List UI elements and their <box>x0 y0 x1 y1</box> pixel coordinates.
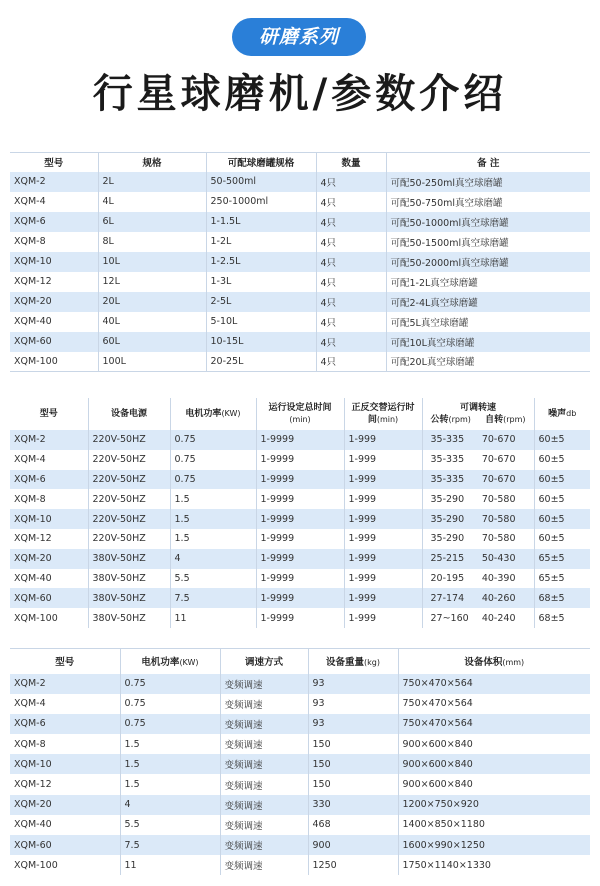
model-cell: XQM-40 <box>14 819 52 831</box>
table-row <box>10 754 590 774</box>
volume-cell: 1400×850×1180 <box>398 815 590 835</box>
weight-cell: 150 <box>308 774 398 794</box>
alt-time-cell: 1-999 <box>344 529 422 549</box>
col-header-revolution: 公转 <box>430 414 449 425</box>
volume-cell: 750×470×564 <box>398 714 590 734</box>
remark-cell: 可配50-1500ml真空球磨罐 <box>386 232 590 252</box>
col-header-motor-power-label: 电机功率 <box>141 657 180 669</box>
model-cell: XQM-4 <box>14 196 46 207</box>
weight-cell: 1250 <box>308 855 398 875</box>
weight-cell: 93 <box>308 674 398 694</box>
col-header-rotation-unit: (rpm) <box>503 414 526 424</box>
motor-power-cell: 0.75 <box>170 470 256 490</box>
rotation-value: 50-430 <box>481 553 516 565</box>
motor-power-cell: 1.5 <box>170 529 256 549</box>
noise-cell: 60±5 <box>534 489 590 509</box>
speed-cell <box>422 450 534 470</box>
col-header-run-time <box>256 398 344 430</box>
speed-mode-cell: 变频调速 <box>220 754 308 774</box>
col-header-spec: 规格 <box>98 153 206 172</box>
model-cell: XQM-40 <box>14 572 52 584</box>
quantity-cell: 4只 <box>316 232 386 252</box>
quantity-cell: 4只 <box>316 312 386 332</box>
motor-power-cell: 4 <box>120 795 220 815</box>
col-header-noise-unit: db <box>566 409 577 418</box>
model-cell: XQM-6 <box>14 216 46 227</box>
volume-cell: 750×470×564 <box>398 674 590 694</box>
rotation-value: 70-670 <box>481 473 516 485</box>
alt-time-cell: 1-999 <box>344 489 422 509</box>
remark-cell: 可配50-250ml真空球磨罐 <box>386 172 590 192</box>
run-time-cell: 1-9999 <box>256 430 344 450</box>
quantity-cell: 4只 <box>316 252 386 272</box>
noise-cell: 60±5 <box>534 529 590 549</box>
spec-cell: 100L <box>98 352 206 372</box>
col-header-motor-power-label: 电机功率 <box>185 409 222 419</box>
table-row <box>10 734 590 754</box>
motor-power-cell: 0.75 <box>170 430 256 450</box>
col-header-motor-power-unit: (KW) <box>179 658 199 668</box>
col-header-model <box>10 649 120 674</box>
table-row <box>10 674 590 694</box>
speed-cell <box>422 489 534 509</box>
rotation-value: 40-240 <box>481 612 516 624</box>
run-time-cell: 1-9999 <box>256 608 344 628</box>
run-time-cell: 1-9999 <box>256 509 344 529</box>
noise-cell: 68±5 <box>534 608 590 628</box>
col-header-speed <box>422 398 534 430</box>
table-row <box>10 714 590 734</box>
table-row <box>10 815 590 835</box>
dimension-table-body <box>10 674 590 876</box>
volume-cell: 1200×750×920 <box>398 795 590 815</box>
motor-power-cell: 0.75 <box>120 674 220 694</box>
performance-table-body <box>10 430 590 628</box>
power-supply-cell: 220V-50HZ <box>88 430 170 450</box>
col-header-alt-time-unit: (min) <box>376 414 399 424</box>
col-header-jar-spec: 可配球磨罐规格 <box>206 153 316 172</box>
volume-cell: 900×600×840 <box>398 774 590 794</box>
speed-mode-cell: 变频调速 <box>220 734 308 754</box>
jar-spec-cell: 10-15L <box>206 332 316 352</box>
model-cell: XQM-100 <box>14 612 58 624</box>
model-cell: XQM-20 <box>14 799 52 811</box>
revolution-value: 35-290 <box>430 493 465 505</box>
quantity-cell: 4只 <box>316 212 386 232</box>
motor-power-cell: 5.5 <box>170 569 256 589</box>
model-cell: XQM-60 <box>14 592 52 604</box>
model-cell: XQM-12 <box>14 779 52 791</box>
quantity-cell: 4只 <box>316 292 386 312</box>
page-title: 行星球磨机/参数介绍 <box>92 71 508 117</box>
motor-power-cell: 4 <box>170 549 256 569</box>
table-row <box>10 569 590 589</box>
model-cell: XQM-100 <box>14 355 58 367</box>
motor-power-cell: 0.75 <box>120 694 220 714</box>
col-header-power-supply <box>88 398 170 430</box>
jar-spec-cell: 1-2.5L <box>206 252 316 272</box>
power-supply-cell: 220V-50HZ <box>88 450 170 470</box>
table-row <box>10 588 590 608</box>
model-cell: XQM-6 <box>14 718 46 730</box>
speed-mode-cell: 变频调速 <box>220 694 308 714</box>
col-header-alt-time-label: 正反交替运行时间 <box>351 402 415 425</box>
rotation-value: 70-580 <box>481 513 516 525</box>
power-supply-cell: 380V-50HZ <box>88 588 170 608</box>
alt-time-cell: 1-999 <box>344 470 422 490</box>
model-cell: XQM-10 <box>14 513 52 525</box>
alt-time-cell: 1-999 <box>344 608 422 628</box>
table-row <box>10 774 590 794</box>
model-cell: XQM-40 <box>14 316 52 327</box>
rotation-value: 70-580 <box>481 533 516 545</box>
model-cell: XQM-10 <box>14 256 52 267</box>
model-cell: XQM-8 <box>14 738 46 750</box>
col-header-alt-time <box>344 398 422 430</box>
noise-cell: 60±5 <box>534 430 590 450</box>
run-time-cell: 1-9999 <box>256 470 344 490</box>
weight-cell: 150 <box>308 754 398 774</box>
remark-cell: 可配5L真空球磨罐 <box>386 312 590 332</box>
speed-cell <box>422 470 534 490</box>
col-header-motor-power <box>170 398 256 430</box>
col-header-quantity: 数量 <box>316 153 386 172</box>
weight-cell: 330 <box>308 795 398 815</box>
speed-cell <box>422 430 534 450</box>
motor-power-cell: 5.5 <box>120 815 220 835</box>
col-header-weight-unit: (kg) <box>364 658 380 668</box>
model-cell: XQM-2 <box>14 434 46 446</box>
alt-time-cell: 1-999 <box>344 569 422 589</box>
col-header-run-time-unit: (min) <box>289 414 311 424</box>
remark-cell: 可配50-2000ml真空球磨罐 <box>386 252 590 272</box>
quantity-cell: 4只 <box>316 172 386 192</box>
motor-power-cell: 1.5 <box>170 489 256 509</box>
alt-time-cell: 1-999 <box>344 549 422 569</box>
speed-mode-cell: 变频调速 <box>220 815 308 835</box>
col-header-volume-unit: (mm) <box>502 658 525 668</box>
speed-cell <box>422 569 534 589</box>
jar-spec-cell: 20-25L <box>206 352 316 372</box>
motor-power-cell: 0.75 <box>120 714 220 734</box>
motor-power-cell: 11 <box>120 855 220 875</box>
motor-power-cell: 7.5 <box>120 835 220 855</box>
table-row <box>10 430 590 450</box>
col-header-motor-power-unit: (KW) <box>221 409 241 418</box>
col-header-run-time-label: 运行设定总时间 <box>268 402 332 413</box>
table-row <box>10 192 590 212</box>
spec-table-body <box>10 172 590 372</box>
col-header-model-label: 型号 <box>55 657 75 669</box>
speed-cell <box>422 608 534 628</box>
table-row <box>10 352 590 372</box>
speed-cell <box>422 529 534 549</box>
volume-cell: 900×600×840 <box>398 754 590 774</box>
jar-spec-cell: 1-3L <box>206 272 316 292</box>
table-row <box>10 212 590 232</box>
jar-spec-cell: 250-1000ml <box>206 192 316 212</box>
spec-table <box>10 152 590 372</box>
quantity-cell: 4只 <box>316 352 386 372</box>
model-cell: XQM-100 <box>14 859 58 871</box>
table-row <box>10 529 590 549</box>
quantity-cell: 4只 <box>316 192 386 212</box>
jar-spec-cell: 50-500ml <box>206 172 316 192</box>
model-cell: XQM-2 <box>14 176 46 187</box>
col-header-speed-mode <box>220 649 308 674</box>
motor-power-cell: 11 <box>170 608 256 628</box>
speed-mode-cell: 变频调速 <box>220 855 308 875</box>
col-header-volume <box>398 649 590 674</box>
category-badge: 研磨系列 <box>232 18 366 56</box>
revolution-value: 20-195 <box>430 572 465 584</box>
table-row <box>10 855 590 875</box>
motor-power-cell: 1.5 <box>120 734 220 754</box>
col-header-power-supply-label: 设备电源 <box>110 408 147 419</box>
power-supply-cell: 220V-50HZ <box>88 470 170 490</box>
revolution-value: 35-290 <box>430 533 465 545</box>
model-cell: XQM-60 <box>14 336 52 347</box>
col-header-speed-label: 可调转速 <box>459 402 496 413</box>
revolution-value: 35-290 <box>430 513 465 525</box>
run-time-cell: 1-9999 <box>256 450 344 470</box>
volume-cell: 900×600×840 <box>398 734 590 754</box>
quantity-cell: 4只 <box>316 272 386 292</box>
noise-cell: 68±5 <box>534 588 590 608</box>
run-time-cell: 1-9999 <box>256 549 344 569</box>
weight-cell: 93 <box>308 694 398 714</box>
speed-mode-cell: 变频调速 <box>220 835 308 855</box>
col-header-weight <box>308 649 398 674</box>
motor-power-cell: 0.75 <box>170 450 256 470</box>
speed-cell <box>422 588 534 608</box>
weight-cell: 150 <box>308 734 398 754</box>
spec-cell: 40L <box>98 312 206 332</box>
power-supply-cell: 220V-50HZ <box>88 509 170 529</box>
remark-cell: 可配1-2L真空球磨罐 <box>386 272 590 292</box>
volume-cell: 1750×1140×1330 <box>398 855 590 875</box>
jar-spec-cell: 1-1.5L <box>206 212 316 232</box>
weight-cell: 900 <box>308 835 398 855</box>
remark-cell: 可配2-4L真空球磨罐 <box>386 292 590 312</box>
model-cell: XQM-8 <box>14 493 46 505</box>
table-row <box>10 489 590 509</box>
model-cell: XQM-2 <box>14 678 46 690</box>
table-header-row <box>10 398 590 430</box>
run-time-cell: 1-9999 <box>256 529 344 549</box>
volume-cell: 750×470×564 <box>398 694 590 714</box>
remark-cell: 可配10L真空球磨罐 <box>386 332 590 352</box>
performance-table <box>10 398 590 628</box>
alt-time-cell: 1-999 <box>344 588 422 608</box>
noise-cell: 60±5 <box>534 509 590 529</box>
table-row <box>10 509 590 529</box>
remark-cell: 可配20L真空球磨罐 <box>386 352 590 372</box>
spec-cell: 12L <box>98 272 206 292</box>
power-supply-cell: 380V-50HZ <box>88 549 170 569</box>
revolution-value: 35-335 <box>430 454 465 466</box>
spec-cell: 8L <box>98 232 206 252</box>
revolution-value: 25-215 <box>430 553 465 565</box>
remark-cell: 可配50-750ml真空球磨罐 <box>386 192 590 212</box>
col-header-model: 型号 <box>10 153 98 172</box>
table-row <box>10 292 590 312</box>
alt-time-cell: 1-999 <box>344 430 422 450</box>
table-row <box>10 608 590 628</box>
col-header-speed-mode-label: 调速方式 <box>244 657 283 669</box>
quantity-cell: 4只 <box>316 332 386 352</box>
table-row <box>10 835 590 855</box>
spec-cell: 60L <box>98 332 206 352</box>
spec-cell: 20L <box>98 292 206 312</box>
run-time-cell: 1-9999 <box>256 588 344 608</box>
rotation-value: 40-260 <box>481 592 516 604</box>
weight-cell: 468 <box>308 815 398 835</box>
col-header-motor-power <box>120 649 220 674</box>
table-header-row <box>10 649 590 674</box>
spec-cell: 2L <box>98 172 206 192</box>
power-supply-cell: 220V-50HZ <box>88 529 170 549</box>
speed-mode-cell: 变频调速 <box>220 795 308 815</box>
noise-cell: 60±5 <box>534 470 590 490</box>
noise-cell: 65±5 <box>534 569 590 589</box>
model-cell: XQM-4 <box>14 454 46 466</box>
alt-time-cell: 1-999 <box>344 509 422 529</box>
table-row <box>10 232 590 252</box>
remark-cell: 可配50-1000ml真空球磨罐 <box>386 212 590 232</box>
table-row <box>10 272 590 292</box>
speed-cell <box>422 509 534 529</box>
model-cell: XQM-4 <box>14 698 46 710</box>
col-header-noise <box>534 398 590 430</box>
col-header-revolution-unit: (rpm) <box>448 414 471 424</box>
run-time-cell: 1-9999 <box>256 489 344 509</box>
spec-cell: 4L <box>98 192 206 212</box>
power-supply-cell: 380V-50HZ <box>88 608 170 628</box>
table-row <box>10 252 590 272</box>
jar-spec-cell: 1-2L <box>206 232 316 252</box>
table-header-row <box>10 153 590 172</box>
power-supply-cell: 380V-50HZ <box>88 569 170 589</box>
rotation-value: 70-670 <box>481 434 516 446</box>
noise-cell: 65±5 <box>534 549 590 569</box>
table-row <box>10 332 590 352</box>
rotation-value: 40-390 <box>481 572 516 584</box>
noise-cell: 60±5 <box>534 450 590 470</box>
speed-cell <box>422 549 534 569</box>
table-row <box>10 795 590 815</box>
alt-time-cell: 1-999 <box>344 450 422 470</box>
table-row <box>10 549 590 569</box>
jar-spec-cell: 5-10L <box>206 312 316 332</box>
model-cell: XQM-20 <box>14 553 52 565</box>
col-header-weight-label: 设备重量 <box>326 657 365 669</box>
revolution-value: 35-335 <box>430 473 465 485</box>
revolution-value: 27~160 <box>430 612 469 624</box>
col-header-model-label: 型号 <box>39 408 58 419</box>
model-cell: XQM-12 <box>14 533 52 545</box>
jar-spec-cell: 2-5L <box>206 292 316 312</box>
model-cell: XQM-60 <box>14 839 52 851</box>
weight-cell: 93 <box>308 714 398 734</box>
rotation-value: 70-580 <box>481 493 516 505</box>
volume-cell: 1600×990×1250 <box>398 835 590 855</box>
revolution-value: 27-174 <box>430 592 465 604</box>
table-row <box>10 450 590 470</box>
col-header-remark: 备 注 <box>386 153 590 172</box>
run-time-cell: 1-9999 <box>256 569 344 589</box>
model-cell: XQM-10 <box>14 758 52 770</box>
col-header-model <box>10 398 88 430</box>
motor-power-cell: 1.5 <box>120 774 220 794</box>
dimension-table <box>10 648 590 875</box>
table-row <box>10 312 590 332</box>
motor-power-cell: 1.5 <box>120 754 220 774</box>
speed-mode-cell: 变频调速 <box>220 774 308 794</box>
motor-power-cell: 1.5 <box>170 509 256 529</box>
model-cell: XQM-8 <box>14 236 46 247</box>
col-header-rotation: 自转 <box>485 414 504 425</box>
spec-cell: 10L <box>98 252 206 272</box>
model-cell: XQM-20 <box>14 296 52 307</box>
col-header-volume-label: 设备体积 <box>464 657 503 669</box>
table-row <box>10 172 590 192</box>
motor-power-cell: 7.5 <box>170 588 256 608</box>
speed-mode-cell: 变频调速 <box>220 714 308 734</box>
spec-cell: 6L <box>98 212 206 232</box>
speed-mode-cell: 变频调速 <box>220 674 308 694</box>
col-header-noise-label: 噪声 <box>548 409 567 419</box>
rotation-value: 70-670 <box>481 454 516 466</box>
table-row <box>10 694 590 714</box>
model-cell: XQM-6 <box>14 473 46 485</box>
revolution-value: 35-335 <box>430 434 465 446</box>
power-supply-cell: 220V-50HZ <box>88 489 170 509</box>
table-row <box>10 470 590 490</box>
model-cell: XQM-12 <box>14 276 52 287</box>
